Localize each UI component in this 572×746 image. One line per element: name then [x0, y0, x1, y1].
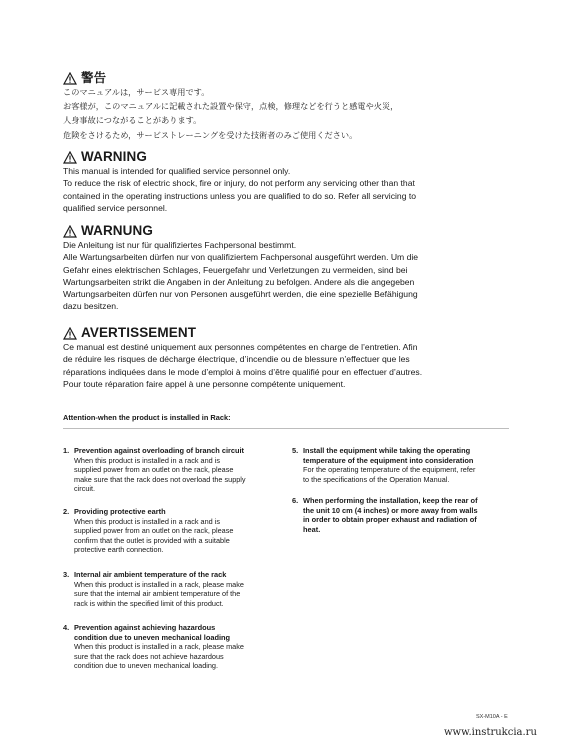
rack-item-1 — [63, 446, 283, 494]
warning-title-en: WARNING — [81, 149, 147, 164]
warning-line: dazu besitzen. — [63, 301, 119, 312]
rack-item-5 — [292, 446, 514, 484]
rack-item-heading — [63, 507, 283, 517]
warning-block-ja — [63, 70, 515, 143]
rack-item-body-line: supplied power from an outlet on the rack, please — [74, 465, 234, 475]
rack-item-body — [292, 465, 514, 484]
warning-triangle-icon — [63, 225, 77, 238]
rack-item-body-line: For the operating temperature of the equipment, refer — [303, 465, 476, 475]
rack-item-heading-text — [74, 570, 226, 580]
warning-line: このマニュアルは，サービス専用です。 — [63, 88, 210, 97]
rack-item-body — [63, 580, 283, 609]
warning-triangle-icon — [63, 327, 77, 340]
warning-heading-fr — [63, 325, 515, 341]
warning-line: de réduire les risques de décharge électrique, d’incendie ou de blessure n’effectuer que les — [63, 354, 410, 365]
rack-item-number: 3. — [63, 570, 70, 579]
warning-line: qualified service personnel. — [63, 202, 168, 213]
rack-item-3 — [63, 570, 283, 608]
warning-line: To reduce the risk of electric shock, fire or injury, do not perform any servicing other than that — [63, 178, 415, 189]
warning-line: réparations indiquées dans le mode d’emploi à moins d’être qualifié pour en effectuer d’autres. — [63, 366, 423, 377]
rack-item-2 — [63, 507, 283, 555]
warning-block-fr — [63, 325, 515, 390]
rack-item-heading-line: Prevention against achieving hazardous — [74, 623, 216, 632]
warning-title-ja: 警告 — [81, 71, 107, 85]
rack-item-heading-line: Providing protective earth — [74, 507, 166, 516]
rack-item-body-line: supplied power from an outlet on the rack, please — [74, 526, 234, 536]
rack-item-body-line: When this product is installed in a rack, please make — [74, 642, 244, 652]
warning-line: Gefahr eines elektrischen Schlages, Feuergefahr und Verletzungen zu vermeiden, sind bei — [63, 264, 408, 275]
rack-item-body-line: sure that the rack does not achieve hazardous — [74, 651, 224, 661]
warning-line: 人身事故につながることがあります。 — [63, 116, 202, 126]
rack-item-number: 5. — [292, 446, 299, 455]
warning-heading-en — [63, 149, 515, 165]
warning-block-de — [63, 223, 515, 313]
rack-section-title: Attention-when the product is installed in Rack: — [63, 413, 231, 422]
rack-item-heading-line: the unit 10 cm (4 inches) or more away from walls — [303, 505, 478, 515]
rack-item-body-line: circuit. — [74, 484, 96, 494]
rack-item-4 — [63, 623, 283, 671]
warning-line: Pour toute réparation faire appel à une personne compétente uniquement. — [63, 378, 346, 389]
rack-item-body-line: When this product is installed in a rack and is — [74, 455, 221, 465]
rack-item-body-line: When this product is installed in a rack and is — [74, 516, 221, 526]
rack-item-heading-line: Prevention against overloading of branch circuit — [74, 446, 245, 455]
rack-item-6 — [292, 496, 514, 534]
warning-line: 危険をさけるため，サービストレーニングを受けた技術者のみご使用ください。 — [63, 130, 358, 140]
warning-line: contained in the operating instructions unless you are qualified to do so. Refer all servicing to — [63, 190, 417, 201]
warning-triangle-icon — [63, 72, 77, 85]
warning-line: Wartungsarbeiten dürfen nur von Personen ausgeführt werden, die eine spezielle Befähigung — [63, 289, 418, 300]
warning-heading-de — [63, 223, 515, 239]
rack-item-heading-line: Install the equipment while taking the operating — [303, 446, 471, 455]
rack-item-heading — [292, 496, 514, 534]
rack-item-heading-line: temperature of the equipment into consideration — [303, 455, 474, 465]
warning-line: This manual is intended for qualified service personnel only. — [63, 166, 291, 176]
rack-item-heading-text — [74, 446, 244, 456]
warning-title-fr: AVERTISSEMENT — [81, 325, 197, 340]
rack-item-body-line: When this product is installed in a rack, please make — [74, 579, 244, 589]
rack-item-body-line: rack is within the specified limit of this product. — [74, 598, 224, 608]
rack-item-body-line: condition due to uneven mechanical loading. — [74, 661, 219, 671]
warning-line: お客様が，このマニュアルに記載された設置や保守，点検，修理などを行うと感電や火災， — [63, 102, 399, 112]
rack-item-body-line: sure that the internal air ambient temperature of the — [74, 589, 241, 599]
warning-line: Wartungsarbeiten strikt die Angaben in der Anleitung zu befolgen. Andere als die angegeben — [63, 276, 415, 287]
warning-line: Ce manual est destiné uniquement aux personnes compétentes en charge de l’entretien. Afin — [63, 342, 418, 352]
rack-item-body — [63, 517, 283, 555]
rack-item-body-line: make sure that the rack does not overload the supply — [74, 474, 246, 484]
rack-item-heading — [292, 446, 514, 465]
rack-item-heading — [63, 446, 283, 456]
rack-item-number: 2. — [63, 507, 70, 516]
rack-item-heading-line: When performing the installation, keep the rear of — [303, 496, 478, 505]
rack-item-number: 1. — [63, 446, 70, 455]
warning-block-en — [63, 149, 515, 214]
model-code: SX-M10A - E — [476, 714, 508, 720]
rack-item-heading-line: heat. — [303, 524, 321, 534]
rack-item-heading-text — [303, 496, 478, 534]
warning-heading-ja — [63, 70, 515, 86]
rack-item-heading-text — [74, 507, 166, 517]
warning-line: Alle Wartungsarbeiten dürfen nur von qualifiziertem Fachpersonal ausgeführt werden. Um die — [63, 252, 419, 263]
rack-item-number: 6. — [292, 496, 299, 505]
rack-item-heading-line: in order to obtain proper exhaust and radiation of — [303, 515, 477, 525]
divider — [63, 428, 509, 429]
rack-item-heading-line: Internal air ambient temperature of the rack — [74, 570, 227, 579]
warning-line: Die Anleitung ist nur für qualifiziertes Fachpersonal bestimmt. — [63, 240, 297, 250]
rack-item-body — [63, 456, 283, 494]
watermark: www.instrukcia.ru — [444, 727, 537, 738]
rack-item-heading-line: condition due to uneven mechanical loading — [74, 632, 231, 642]
rack-item-body-line: to the specifications of the Operation Manual. — [303, 474, 450, 484]
rack-item-heading — [63, 623, 283, 642]
rack-item-number: 4. — [63, 623, 70, 632]
warning-title-de: WARNUNG — [81, 223, 153, 238]
rack-item-heading — [63, 570, 283, 580]
rack-item-body-line: confirm that the outlet is provided with a suitable — [74, 535, 230, 545]
rack-item-heading-text — [303, 446, 473, 465]
rack-item-body-line: protective earth connection. — [74, 545, 164, 555]
rack-item-body — [63, 642, 283, 671]
rack-item-heading-text — [74, 623, 230, 642]
warning-triangle-icon — [63, 151, 77, 164]
